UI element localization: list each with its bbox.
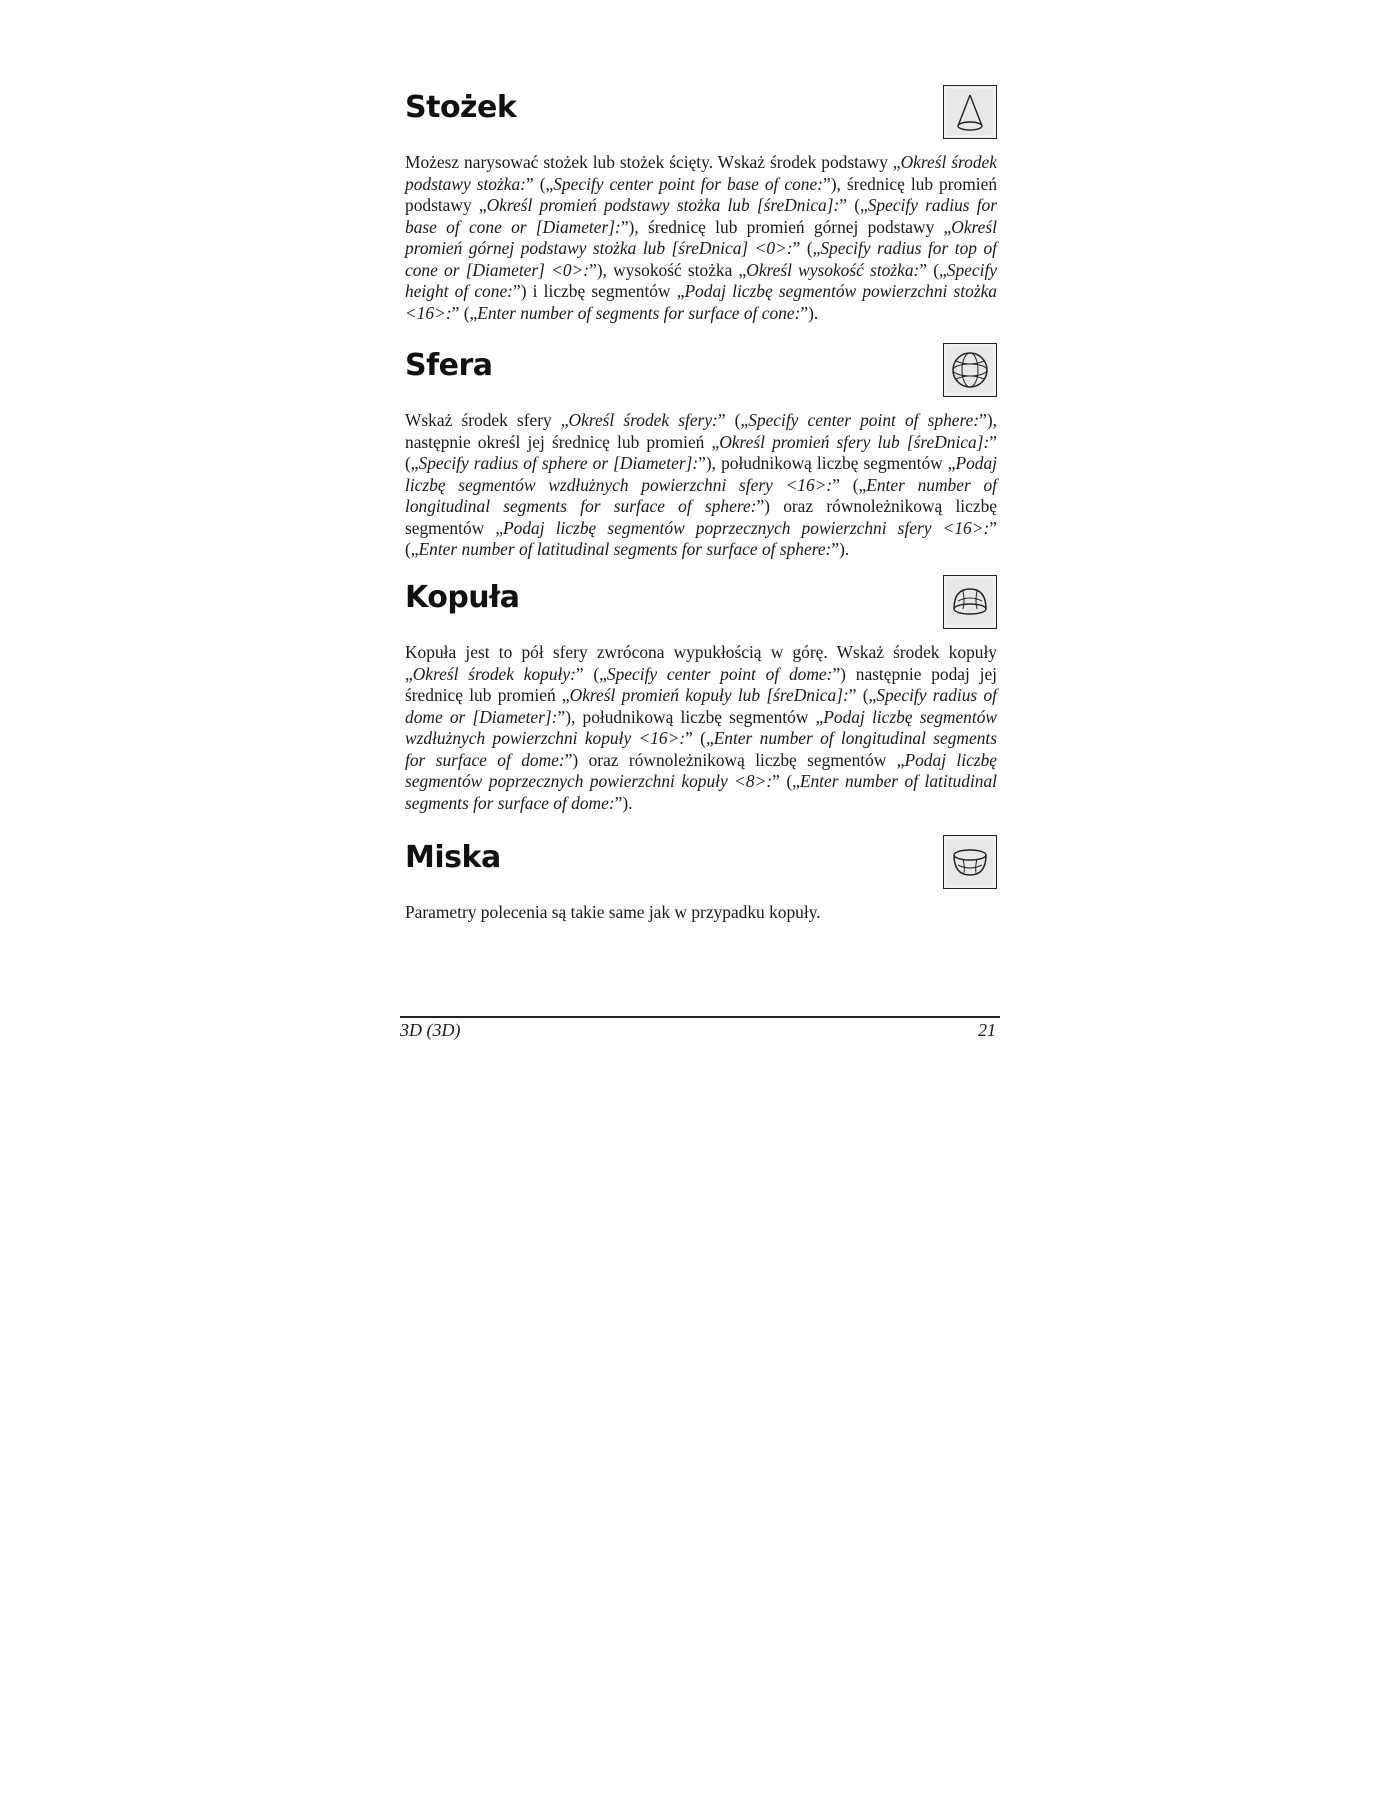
body-text: ” („ [832, 474, 867, 495]
command-prompt: Specify center point for base of cone: [553, 173, 824, 194]
section-dome [405, 578, 997, 814]
body-text: ”), południkową liczbę segmentów „ [698, 453, 956, 473]
command-prompt: Określ wysokość stożka: [746, 259, 920, 280]
section-body [405, 902, 997, 924]
command-prompt: Podaj liczbę segmentów poprzecznych powierzchni kopuły <8>: [405, 749, 997, 791]
command-prompt: Specify height of cone: [405, 259, 997, 301]
command-prompt: Enter number of latitudinal segments for surface of sphere: [418, 539, 832, 559]
body-text: ”). [800, 302, 819, 323]
footer-chapter: 3D (3D) [400, 1020, 461, 1040]
body-text: ” („ [792, 238, 821, 258]
command-prompt: Specify center point of sphere: [748, 410, 980, 430]
command-prompt: Specify radius for base of cone or [Diameter]: [405, 195, 998, 237]
body-text: ”) i liczbę segmentów „ [512, 281, 685, 301]
body-text: ”), wysokość stożka „ [589, 259, 747, 280]
page-number: 21 [978, 1020, 996, 1040]
section-heading: Stożek [405, 90, 517, 125]
body-text: ” („ [405, 431, 997, 473]
body-text: ”). [614, 792, 633, 813]
body-text: ” („ [919, 259, 947, 280]
command-prompt: Enter number of longitudinal segments for surface of sphere: [405, 474, 998, 516]
body-text: ” („ [717, 410, 749, 430]
section-cone [405, 88, 997, 324]
body-text: ”), średnicę lub promień górnej podstawy „ [620, 216, 952, 237]
body-text: ” („ [575, 663, 607, 684]
section-body [405, 410, 997, 561]
command-prompt: Określ promień sfery lub [śreDnica]: [719, 431, 990, 452]
body-text: ” („ [772, 771, 800, 791]
section-heading: Miska [405, 840, 501, 875]
body-text: Możesz narysować stożek lub stożek ścięty. Wskaż środek podstawy „ [405, 152, 901, 172]
command-prompt: Enter number of latitudinal segments for surface of dome: [405, 771, 997, 813]
command-prompt: Enter number of segments for surface of cone: [477, 302, 801, 323]
body-text: ”) następnie podaj jej średnicę lub promień „ [405, 663, 998, 705]
section-body [405, 152, 997, 324]
section-sphere [405, 346, 997, 561]
section-dish [405, 838, 997, 924]
body-text: Wskaż środek sfery „ [405, 410, 569, 430]
command-prompt: Specify center point of dome: [606, 663, 833, 684]
body-text: Parametry polecenia są takie same jak w przypadku kopuły. [405, 902, 821, 922]
body-text: ”), południkową liczbę segmentów „ [557, 706, 824, 727]
body-text: ”), średnicę lub promień podstawy „ [405, 173, 998, 215]
command-prompt: Określ środek sfery: [568, 410, 718, 430]
command-prompt: Specify radius of sphere or [Diameter]: [418, 453, 699, 473]
command-prompt: Określ promień górnej podstawy stożka lub [śreDnica] <0>: [405, 216, 997, 258]
section-body [405, 642, 997, 814]
body-text: ” („ [839, 195, 868, 215]
body-text: ” („ [848, 685, 877, 705]
command-prompt: Określ promień kopuły lub [śreDnica]: [569, 685, 849, 705]
body-text: ”). [831, 539, 850, 559]
section-heading: Kopuła [405, 580, 520, 615]
command-prompt: Określ środek kopuły: [412, 663, 576, 684]
sphere-icon[interactable] [943, 343, 997, 397]
dome-icon[interactable] [943, 575, 997, 629]
body-text: Kopuła jest to pół sfery zwrócona wypukłością w górę. Wskaż środek kopuły „ [405, 642, 997, 684]
cone-icon[interactable] [943, 85, 997, 139]
body-text: ”), następnie określ jej średnicę lub promień „ [405, 410, 997, 452]
command-prompt: Specify radius for top of cone or [Diameter] <0>: [405, 238, 997, 280]
body-text: ” („ [405, 517, 997, 559]
command-prompt: Podaj liczbę segmentów wzdłużnych powierzchni kopuły <16>: [405, 706, 997, 748]
body-text: ”) oraz równoleżnikową liczbę segmentów „ [564, 749, 905, 770]
section-heading: Sfera [405, 348, 493, 383]
command-prompt: Podaj liczbę segmentów wzdłużnych powierzchni sfery <16>: [405, 453, 998, 495]
body-text: ”) oraz równoleżnikową liczbę segmentów „ [405, 496, 997, 538]
command-prompt: Podaj liczbę segmentów poprzecznych powierzchni sfery <16>: [503, 517, 990, 538]
command-prompt: Podaj liczbę segmentów powierzchni stożka <16>: [405, 281, 997, 323]
body-text: ” („ [451, 302, 478, 323]
command-prompt: Enter number of longitudinal segments for surface of dome: [405, 728, 997, 770]
command-prompt: Specify radius of dome or [Diameter]: [405, 685, 997, 727]
dish-icon[interactable] [943, 835, 997, 889]
command-prompt: Określ środek podstawy stożka: [405, 152, 997, 194]
command-prompt: Określ promień podstawy stożka lub [śreDnica]: [486, 195, 840, 215]
footer-rule [400, 1016, 1000, 1018]
body-text: ” („ [685, 728, 714, 748]
body-text: ” („ [525, 173, 554, 194]
